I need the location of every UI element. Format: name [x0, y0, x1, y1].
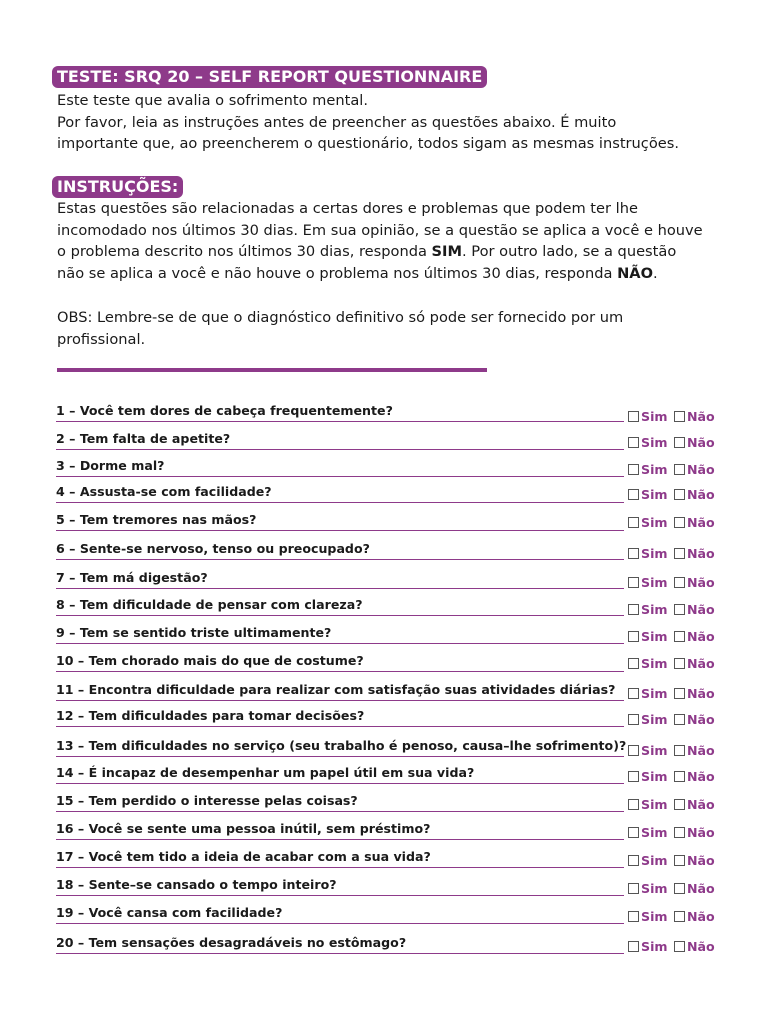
instructions-text	[57, 198, 703, 284]
nao-label: Não	[687, 743, 715, 758]
question-text: 10 – Tem chorado mais do que de costume?	[56, 653, 364, 668]
answer-options	[628, 515, 728, 531]
nao-option[interactable]	[674, 825, 715, 840]
sim-label: Sim	[641, 769, 668, 784]
sim-label: Sim	[641, 686, 668, 701]
nao-label: Não	[687, 515, 715, 530]
sim-option[interactable]	[628, 853, 668, 868]
nao-option[interactable]	[674, 409, 715, 424]
question-row	[56, 845, 624, 868]
nao-option[interactable]	[674, 909, 715, 924]
sim-option[interactable]	[628, 769, 668, 784]
sim-label: Sim	[641, 575, 668, 590]
nao-checkbox[interactable]	[674, 411, 685, 422]
sim-label: Sim	[641, 435, 668, 450]
nao-label: Não	[687, 487, 715, 502]
nao-label: Não	[687, 797, 715, 812]
no-keyword: NÃO	[617, 264, 653, 282]
sim-label: Sim	[641, 462, 668, 477]
nao-option[interactable]	[674, 575, 715, 590]
page-title: TESTE: SRQ 20 – SELF REPORT QUESTIONNAIRE	[52, 66, 487, 88]
instructions-text-segment: .	[653, 264, 658, 282]
nao-checkbox[interactable]	[674, 437, 685, 448]
intro-line: Por favor, leia as instruções antes de preencher as questões abaixo. É muito	[57, 113, 617, 131]
sim-label: Sim	[641, 797, 668, 812]
nao-checkbox[interactable]	[674, 883, 685, 894]
nao-checkbox[interactable]	[674, 464, 685, 475]
intro-line: Este teste que avalia o sofrimento mental.	[57, 92, 368, 109]
sim-option[interactable]	[628, 909, 668, 924]
nao-label: Não	[687, 825, 715, 840]
obs-line: profissional.	[57, 330, 146, 348]
sim-label: Sim	[641, 487, 668, 502]
sim-checkbox[interactable]	[628, 604, 639, 615]
nao-option[interactable]	[674, 881, 715, 896]
sim-checkbox[interactable]	[628, 799, 639, 810]
answer-options	[628, 712, 728, 728]
question-text: 18 – Sente–se cansado o tempo inteiro?	[56, 877, 337, 892]
sim-checkbox[interactable]	[628, 548, 639, 559]
sim-label: Sim	[641, 853, 668, 868]
sim-option[interactable]	[628, 515, 668, 530]
sim-checkbox[interactable]	[628, 745, 639, 756]
nao-checkbox[interactable]	[674, 688, 685, 699]
sim-checkbox[interactable]	[628, 911, 639, 922]
question-row	[56, 399, 624, 422]
question-text: 13 – Tem dificuldades no serviço (seu trabalho é penoso, causa–lhe sofrimento)?	[56, 738, 627, 753]
answer-options	[628, 656, 728, 672]
answer-options	[628, 853, 728, 869]
question-row	[56, 537, 624, 560]
nao-label: Não	[687, 629, 715, 644]
sim-label: Sim	[641, 939, 668, 954]
nao-option[interactable]	[674, 487, 715, 502]
nao-checkbox[interactable]	[674, 911, 685, 922]
nao-label: Não	[687, 462, 715, 477]
sim-label: Sim	[641, 881, 668, 896]
obs-note	[57, 307, 623, 350]
sim-option[interactable]	[628, 629, 668, 644]
answer-options	[628, 881, 728, 897]
sim-label: Sim	[641, 712, 668, 727]
sim-label: Sim	[641, 602, 668, 617]
sim-label: Sim	[641, 629, 668, 644]
sim-option[interactable]	[628, 881, 668, 896]
nao-option[interactable]	[674, 462, 715, 477]
sim-label: Sim	[641, 656, 668, 671]
sim-option[interactable]	[628, 686, 668, 701]
nao-checkbox[interactable]	[674, 799, 685, 810]
question-text: 5 – Tem tremores nas mãos?	[56, 512, 257, 527]
intro-text	[57, 90, 679, 155]
sim-label: Sim	[641, 515, 668, 530]
nao-label: Não	[687, 853, 715, 868]
question-text: 11 – Encontra dificuldade para realizar com satisfação suas atividades diárias?	[56, 682, 616, 697]
nao-option[interactable]	[674, 939, 715, 954]
sim-label: Sim	[641, 909, 668, 924]
nao-label: Não	[687, 602, 715, 617]
nao-label: Não	[687, 769, 715, 784]
question-row	[56, 427, 624, 450]
question-row	[56, 649, 624, 672]
answer-options	[628, 409, 728, 425]
answer-options	[628, 825, 728, 841]
nao-checkbox[interactable]	[674, 941, 685, 952]
question-row	[56, 734, 627, 757]
answer-options	[628, 686, 728, 702]
sim-option[interactable]	[628, 487, 668, 502]
answer-options	[628, 435, 728, 451]
question-text: 14 – É incapaz de desempenhar um papel útil em sua vida?	[56, 765, 475, 780]
instructions-line	[57, 263, 703, 285]
answer-options	[628, 575, 728, 591]
nao-option[interactable]	[674, 769, 715, 784]
nao-option[interactable]	[674, 515, 715, 530]
sim-checkbox[interactable]	[628, 577, 639, 588]
nao-option[interactable]	[674, 546, 715, 561]
nao-checkbox[interactable]	[674, 631, 685, 642]
sim-checkbox[interactable]	[628, 489, 639, 500]
nao-option[interactable]	[674, 602, 715, 617]
sim-label: Sim	[641, 546, 668, 561]
sim-checkbox[interactable]	[628, 941, 639, 952]
sim-option[interactable]	[628, 575, 668, 590]
nao-checkbox[interactable]	[674, 827, 685, 838]
answer-options	[628, 602, 728, 618]
nao-option[interactable]	[674, 853, 715, 868]
intro-line: importante que, ao preencherem o questionário, todos sigam as mesmas instruções.	[57, 135, 679, 152]
question-row	[56, 454, 624, 477]
sim-option[interactable]	[628, 409, 668, 424]
nao-label: Não	[687, 546, 715, 561]
instructions-line: incomodado nos últimos 30 dias. Em sua opinião, se a questão se aplica a você e houve	[57, 221, 703, 239]
sim-label: Sim	[641, 825, 668, 840]
question-text: 1 – Você tem dores de cabeça frequentemente?	[56, 403, 393, 418]
question-row	[56, 508, 624, 531]
nao-option[interactable]	[674, 797, 715, 812]
instructions-heading: INSTRUÇÕES:	[52, 176, 183, 198]
nao-checkbox[interactable]	[674, 658, 685, 669]
question-text: 19 – Você cansa com facilidade?	[56, 905, 283, 920]
sim-option[interactable]	[628, 602, 668, 617]
question-text: 15 – Tem perdido o interesse pelas coisas?	[56, 793, 358, 808]
question-text: 12 – Tem dificuldades para tomar decisões?	[56, 708, 365, 723]
answer-options	[628, 462, 728, 478]
nao-label: Não	[687, 409, 715, 424]
question-text: 7 – Tem má digestão?	[56, 570, 208, 585]
sim-option[interactable]	[628, 743, 668, 758]
answer-options	[628, 909, 728, 925]
sim-label: Sim	[641, 743, 668, 758]
nao-label: Não	[687, 435, 715, 450]
sim-option[interactable]	[628, 712, 668, 727]
obs-line: OBS: Lembre-se de que o diagnóstico definitivo só pode ser fornecido por um	[57, 309, 624, 326]
nao-option[interactable]	[674, 656, 715, 671]
answer-options	[628, 743, 728, 759]
instructions-text-segment: o problema descrito nos últimos 30 dias, responda	[57, 243, 432, 260]
question-text: 8 – Tem dificuldade de pensar com clareza?	[56, 597, 363, 612]
nao-option[interactable]	[674, 629, 715, 644]
nao-checkbox[interactable]	[674, 577, 685, 588]
nao-label: Não	[687, 909, 715, 924]
sim-checkbox[interactable]	[628, 771, 639, 782]
answer-options	[628, 629, 728, 645]
question-row	[56, 704, 624, 727]
nao-checkbox[interactable]	[674, 855, 685, 866]
nao-label: Não	[687, 939, 715, 954]
sim-option[interactable]	[628, 825, 668, 840]
question-text: 2 – Tem falta de apetite?	[56, 431, 231, 446]
sim-option[interactable]	[628, 797, 668, 812]
nao-option[interactable]	[674, 686, 715, 701]
question-row	[56, 761, 624, 784]
nao-label: Não	[687, 656, 715, 671]
nao-label: Não	[687, 881, 715, 896]
section-divider	[57, 368, 487, 372]
question-row	[56, 678, 624, 701]
answer-options	[628, 939, 728, 955]
sim-checkbox[interactable]	[628, 517, 639, 528]
question-row	[56, 931, 624, 954]
nao-label: Não	[687, 686, 715, 701]
answer-options	[628, 487, 728, 503]
sim-checkbox[interactable]	[628, 631, 639, 642]
sim-checkbox[interactable]	[628, 883, 639, 894]
sim-checkbox[interactable]	[628, 464, 639, 475]
question-text: 6 – Sente-se nervoso, tenso ou preocupado?	[56, 541, 370, 556]
nao-option[interactable]	[674, 743, 715, 758]
yes-keyword: SIM	[431, 243, 463, 260]
answer-options	[628, 546, 728, 562]
sim-checkbox[interactable]	[628, 855, 639, 866]
nao-checkbox[interactable]	[674, 489, 685, 500]
nao-checkbox[interactable]	[674, 745, 685, 756]
nao-checkbox[interactable]	[674, 714, 685, 725]
sim-checkbox[interactable]	[628, 411, 639, 422]
sim-label: Sim	[641, 409, 668, 424]
instructions-text-segment: . Por outro lado, se a questão	[462, 243, 677, 260]
nao-label: Não	[687, 575, 715, 590]
question-row	[56, 873, 624, 896]
instructions-line: Estas questões são relacionadas a certas dores e problemas que podem ter lhe	[57, 200, 638, 217]
question-row	[56, 789, 624, 812]
instructions-line	[57, 241, 703, 263]
question-text: 16 – Você se sente uma pessoa inútil, sem préstimo?	[56, 821, 431, 836]
sim-checkbox[interactable]	[628, 688, 639, 699]
question-row	[56, 621, 624, 644]
sim-checkbox[interactable]	[628, 437, 639, 448]
answer-options	[628, 769, 728, 785]
question-row	[56, 593, 624, 616]
nao-checkbox[interactable]	[674, 548, 685, 559]
sim-option[interactable]	[628, 435, 668, 450]
sim-option[interactable]	[628, 462, 668, 477]
answer-options	[628, 797, 728, 813]
sim-option[interactable]	[628, 939, 668, 954]
nao-checkbox[interactable]	[674, 517, 685, 528]
question-text: 20 – Tem sensações desagradáveis no estômago?	[56, 935, 407, 950]
nao-label: Não	[687, 712, 715, 727]
sim-checkbox[interactable]	[628, 714, 639, 725]
nao-checkbox[interactable]	[674, 771, 685, 782]
nao-option[interactable]	[674, 712, 715, 727]
question-row	[56, 566, 624, 589]
nao-option[interactable]	[674, 435, 715, 450]
sim-checkbox[interactable]	[628, 658, 639, 669]
sim-checkbox[interactable]	[628, 827, 639, 838]
sim-option[interactable]	[628, 656, 668, 671]
question-text: 3 – Dorme mal?	[56, 458, 165, 473]
question-text: 4 – Assusta-se com facilidade?	[56, 484, 272, 499]
question-row	[56, 817, 624, 840]
question-text: 17 – Você tem tido a ideia de acabar com a sua vida?	[56, 849, 431, 864]
instructions-text-segment: não se aplica a você e não houve o problema nos últimos 30 dias, responda	[57, 264, 618, 282]
question-row	[56, 480, 624, 503]
nao-checkbox[interactable]	[674, 604, 685, 615]
question-row	[56, 901, 624, 924]
sim-option[interactable]	[628, 546, 668, 561]
question-text: 9 – Tem se sentido triste ultimamente?	[56, 625, 332, 640]
